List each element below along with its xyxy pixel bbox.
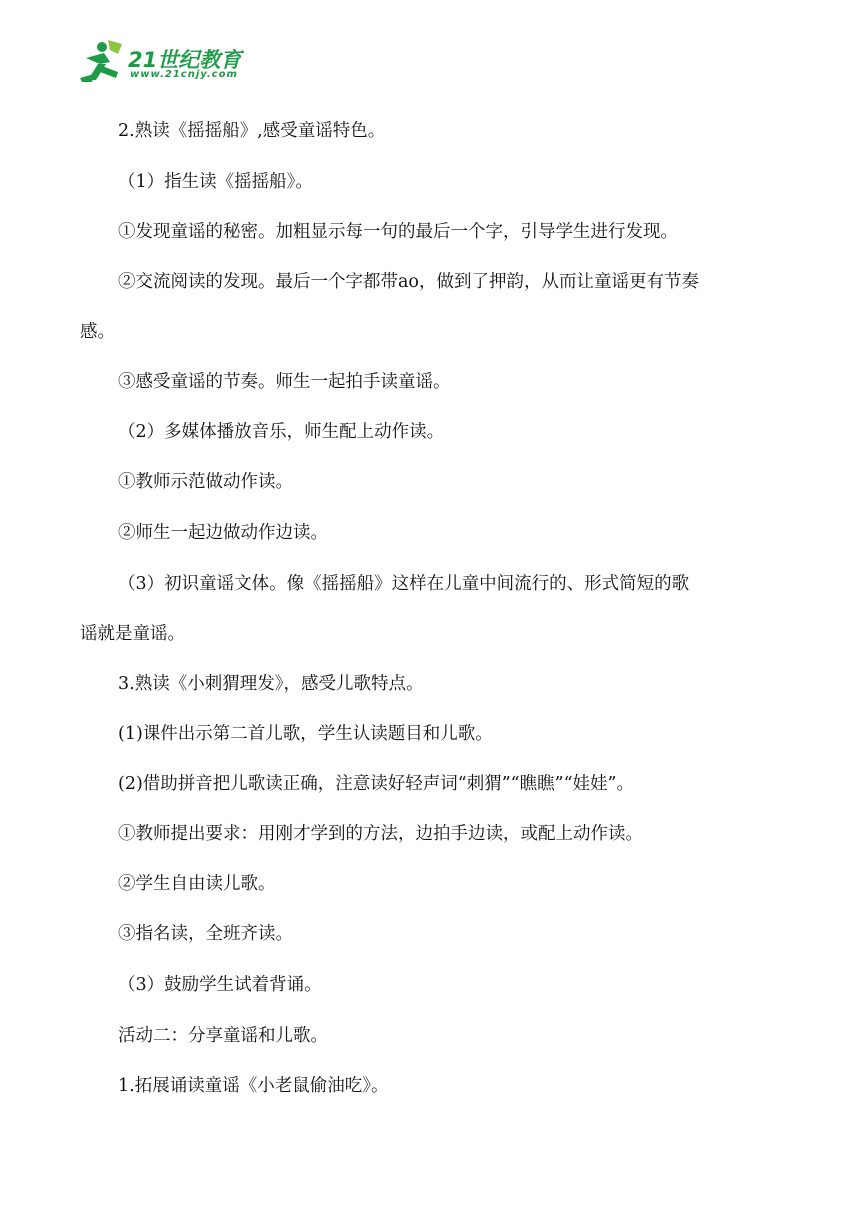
paragraph-line: (2)借助拼音把儿歌读正确，注意读好轻声词“刺猬”“瞧瞧”“娃娃”。 — [118, 774, 634, 794]
site-logo — [78, 38, 258, 86]
paragraph-line: （1）指生读《摇摇船》。 — [118, 172, 313, 192]
paragraph-line: 活动二：分享童谣和儿歌。 — [118, 1026, 328, 1046]
paragraph-line: ①发现童谣的秘密。加粗显示每一句的最后一个字，引导学生进行发现。 — [118, 222, 678, 242]
paragraph-line: （3）初识童谣文体。像《摇摇船》这样在儿童中间流行的、形式简短的歌 — [118, 574, 690, 594]
paragraph-line: ③感受童谣的节奏。师生一起拍手读童谣。 — [118, 372, 451, 392]
paragraph-line: ①教师提出要求：用刚才学到的方法，边拍手边读，或配上动作读。 — [118, 824, 643, 844]
paragraph-line: 2.熟读《摇摇船》,感受童谣特色。 — [118, 121, 386, 141]
paragraph-line: （2）多媒体播放音乐，师生配上动作读。 — [118, 422, 445, 442]
paragraph-line: ②学生自由读儿歌。 — [118, 874, 276, 894]
paragraph-line: ①教师示范做动作读。 — [118, 472, 293, 492]
paragraph-line: 1.拓展诵读童谣《小老鼠偷油吃》。 — [118, 1076, 389, 1096]
running-figure-logo-icon — [78, 38, 128, 84]
paragraph-line: ②师生一起边做动作边读。 — [118, 523, 328, 543]
logo-url: www.21cnjy.com — [130, 69, 238, 80]
logo-title: 21世纪教育 — [128, 48, 242, 72]
paragraph-line: (1)课件出示第二首儿歌，学生认读题目和儿歌。 — [118, 724, 493, 744]
paragraph-line: 3.熟读《小刺猬理发》，感受儿歌特点。 — [118, 674, 424, 694]
paragraph-line: 谣就是童谣。 — [80, 624, 185, 644]
paragraph-line: （3）鼓励学生试着背诵。 — [118, 975, 322, 995]
paragraph-line: 感。 — [80, 322, 115, 342]
paragraph-line: ③指名读，全班齐读。 — [118, 924, 293, 944]
paragraph-line: ②交流阅读的发现。最后一个字都带ao，做到了押韵，从而让童谣更有节奏 — [118, 272, 699, 292]
